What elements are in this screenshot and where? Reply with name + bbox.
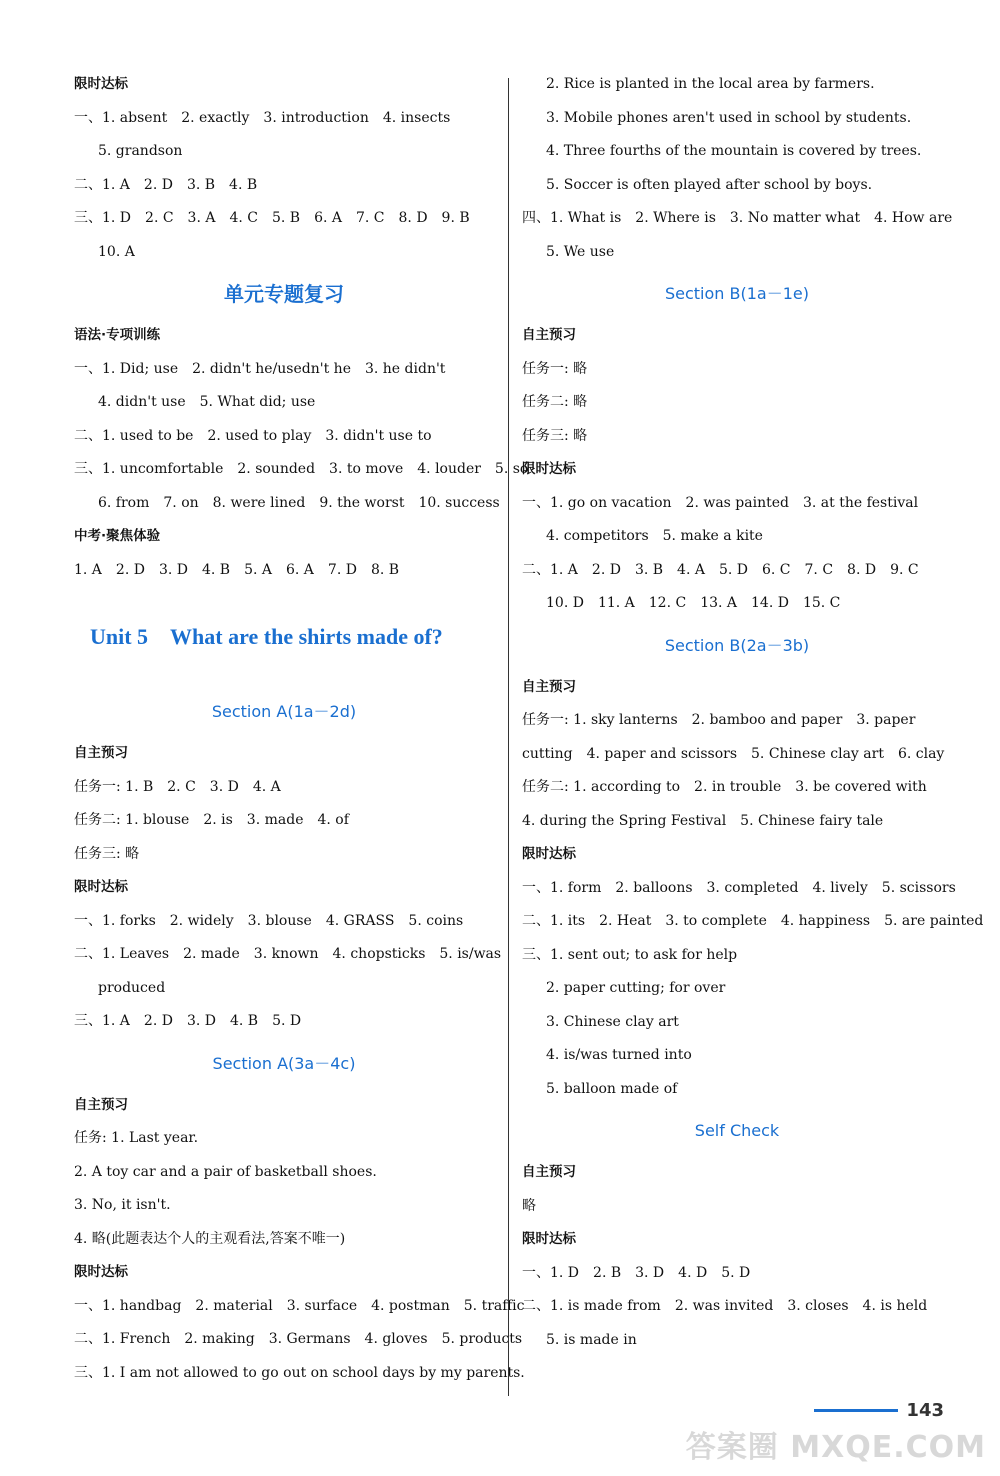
answer-line: 任务一: 1. B 2. C 3. D 4. A bbox=[74, 778, 281, 795]
answer-line: 任务二: 1. blouse 2. is 3. made 4. of bbox=[74, 812, 349, 828]
answer-line: 任务三: 略 bbox=[522, 427, 588, 444]
section-heading: Section A(1a－2d) bbox=[211, 702, 357, 721]
answer-line: 二、1. A 2. D 3. B 4. B bbox=[74, 176, 258, 193]
answer-line: 略 bbox=[522, 1197, 536, 1214]
section-label: 自主预习 bbox=[74, 1096, 128, 1113]
answer-line: 二、1. A 2. D 3. B 4. A 5. D 6. C 7. C 8. D 9. C bbox=[522, 561, 919, 578]
section-label: 限时达标 bbox=[74, 879, 128, 895]
unit-title: Unit 5 What are the shirts made of? bbox=[90, 624, 443, 649]
section-label: 限时达标 bbox=[74, 1264, 128, 1280]
answer-line-indented: 5. We use bbox=[546, 243, 615, 260]
section-label: 限时达标 bbox=[74, 76, 128, 92]
section-label: 语法·专项训练 bbox=[74, 327, 161, 343]
answer-line: 任务一: 1. sky lanterns 2. bamboo and paper 3. paper bbox=[522, 712, 916, 728]
section-label: 限时达标 bbox=[522, 461, 576, 477]
answer-line: 一、1. forks 2. widely 3. blouse 4. GRASS 5. coins bbox=[74, 912, 464, 929]
watermark-logo: 答案圈 MXQE.COM bbox=[685, 1430, 986, 1465]
answer-line: 三、1. uncomfortable 2. sounded 3. to move 4. louder 5. so bbox=[74, 461, 529, 477]
answer-line: 三、1. I am not allowed to go out on school days by my parents. bbox=[74, 1364, 525, 1381]
answer-line: 三、1. D 2. C 3. A 4. C 5. B 6. A 7. C 8. D 9. B bbox=[74, 210, 470, 226]
section-heading: Section B(2a－3b) bbox=[664, 635, 810, 655]
answer-line: 一、1. go on vacation 2. was painted 3. at the festival bbox=[522, 494, 919, 511]
left-column bbox=[74, 68, 529, 1390]
answer-line-indented: 5. Soccer is often played after school by boys. bbox=[546, 176, 873, 193]
answer-line: 二、1. French 2. making 3. Germans 4. gloves 5. products bbox=[74, 1331, 523, 1347]
answer-line: 1. A 2. D 3. D 4. B 5. A 6. A 7. D 8. B bbox=[74, 561, 400, 578]
section-heading: Section B(1a－1e) bbox=[664, 284, 809, 303]
answer-line: 二、1. its 2. Heat 3. to complete 4. happiness 5. are painted bbox=[522, 913, 984, 929]
answer-line: 二、1. Leaves 2. made 3. known 4. chopsticks 5. is/was bbox=[74, 946, 502, 962]
answer-line: 3. No, it isn't. bbox=[74, 1197, 171, 1213]
answer-line: 4. 略(此题表达个人的主观看法,答案不唯一) bbox=[74, 1230, 346, 1247]
answer-line: 三、1. sent out; to ask for help bbox=[522, 946, 738, 963]
footer-rule bbox=[814, 1409, 898, 1412]
section-label: 中考·聚焦体验 bbox=[74, 528, 161, 544]
answer-line: 一、1. form 2. balloons 3. completed 4. lively 5. scissors bbox=[522, 879, 956, 896]
answer-line: 任务二: 1. according to 2. in trouble 3. be covered with bbox=[522, 779, 927, 795]
answer-line: 三、1. A 2. D 3. D 4. B 5. D bbox=[74, 1013, 302, 1029]
answer-line: 一、1. absent 2. exactly 3. introduction 4. insects bbox=[74, 109, 451, 126]
answer-line-indented: 3. Mobile phones aren't used in school by students. bbox=[546, 109, 912, 126]
answer-line-indented: 6. from 7. on 8. were lined 9. the worst 10. success bbox=[98, 494, 500, 511]
right-column bbox=[522, 68, 984, 1357]
answer-line-indented: 10. A bbox=[98, 243, 135, 260]
answer-line-indented: 4. didn't use 5. What did; use bbox=[98, 394, 316, 410]
answer-line-indented: 5. is made in bbox=[546, 1331, 637, 1348]
answer-line-indented: 4. Three fourths of the mountain is covered by trees. bbox=[546, 143, 922, 159]
section-label: 限时达标 bbox=[522, 1231, 576, 1247]
answer-line: 任务一: 略 bbox=[522, 360, 588, 377]
answer-line-indented: 4. competitors 5. make a kite bbox=[546, 528, 763, 544]
answer-line: 二、1. is made from 2. was invited 3. closes 4. is held bbox=[522, 1298, 928, 1314]
section-heading: Self Check bbox=[694, 1121, 780, 1140]
section-label: 自主预习 bbox=[522, 678, 576, 695]
section-label: 自主预习 bbox=[522, 1164, 576, 1180]
answer-line: 四、1. What is 2. Where is 3. No matter what 4. How are bbox=[522, 210, 953, 226]
section-label: 限时达标 bbox=[522, 846, 576, 862]
answer-line-indented: produced bbox=[98, 979, 166, 996]
section-label: 自主预习 bbox=[74, 745, 128, 761]
review-heading: 单元专题复习 bbox=[224, 282, 344, 306]
answer-line: 一、1. handbag 2. material 3. surface 4. postman 5. traffic bbox=[74, 1297, 525, 1314]
answer-line: 一、1. D 2. B 3. D 4. D 5. D bbox=[522, 1264, 751, 1281]
section-heading: Section A(3a－4c) bbox=[212, 1053, 356, 1073]
answer-line: cutting 4. paper and scissors 5. Chinese clay art 6. clay bbox=[522, 745, 945, 762]
answer-line-indented: 3. Chinese clay art bbox=[546, 1013, 679, 1030]
column-divider bbox=[508, 78, 509, 1396]
answer-line: 任务二: 略 bbox=[522, 394, 588, 410]
answer-line-indented: 5. balloon made of bbox=[546, 1080, 678, 1097]
answer-line: 一、1. Did; use 2. didn't he/usedn't he 3. he didn't bbox=[74, 360, 446, 377]
answer-line: 任务: 1. Last year. bbox=[74, 1130, 199, 1146]
answer-line-indented: 10. D 11. A 12. C 13. A 14. D 15. C bbox=[546, 595, 841, 611]
answer-line-indented: 5. grandson bbox=[98, 143, 183, 159]
answer-line: 2. A toy car and a pair of basketball shoes. bbox=[74, 1163, 377, 1180]
page-footer bbox=[814, 1400, 944, 1421]
answer-line: 4. during the Spring Festival 5. Chinese fairy tale bbox=[522, 812, 884, 829]
answer-line-indented: 2. Rice is planted in the local area by farmers. bbox=[546, 76, 875, 92]
section-label: 自主预习 bbox=[522, 327, 576, 343]
answer-line: 任务三: 略 bbox=[74, 845, 140, 862]
answer-line: 二、1. used to be 2. used to play 3. didn't use to bbox=[74, 427, 432, 444]
page-number: 143 bbox=[906, 1400, 944, 1421]
answer-line-indented: 4. is/was turned into bbox=[546, 1047, 692, 1063]
answer-line-indented: 2. paper cutting; for over bbox=[546, 980, 726, 996]
